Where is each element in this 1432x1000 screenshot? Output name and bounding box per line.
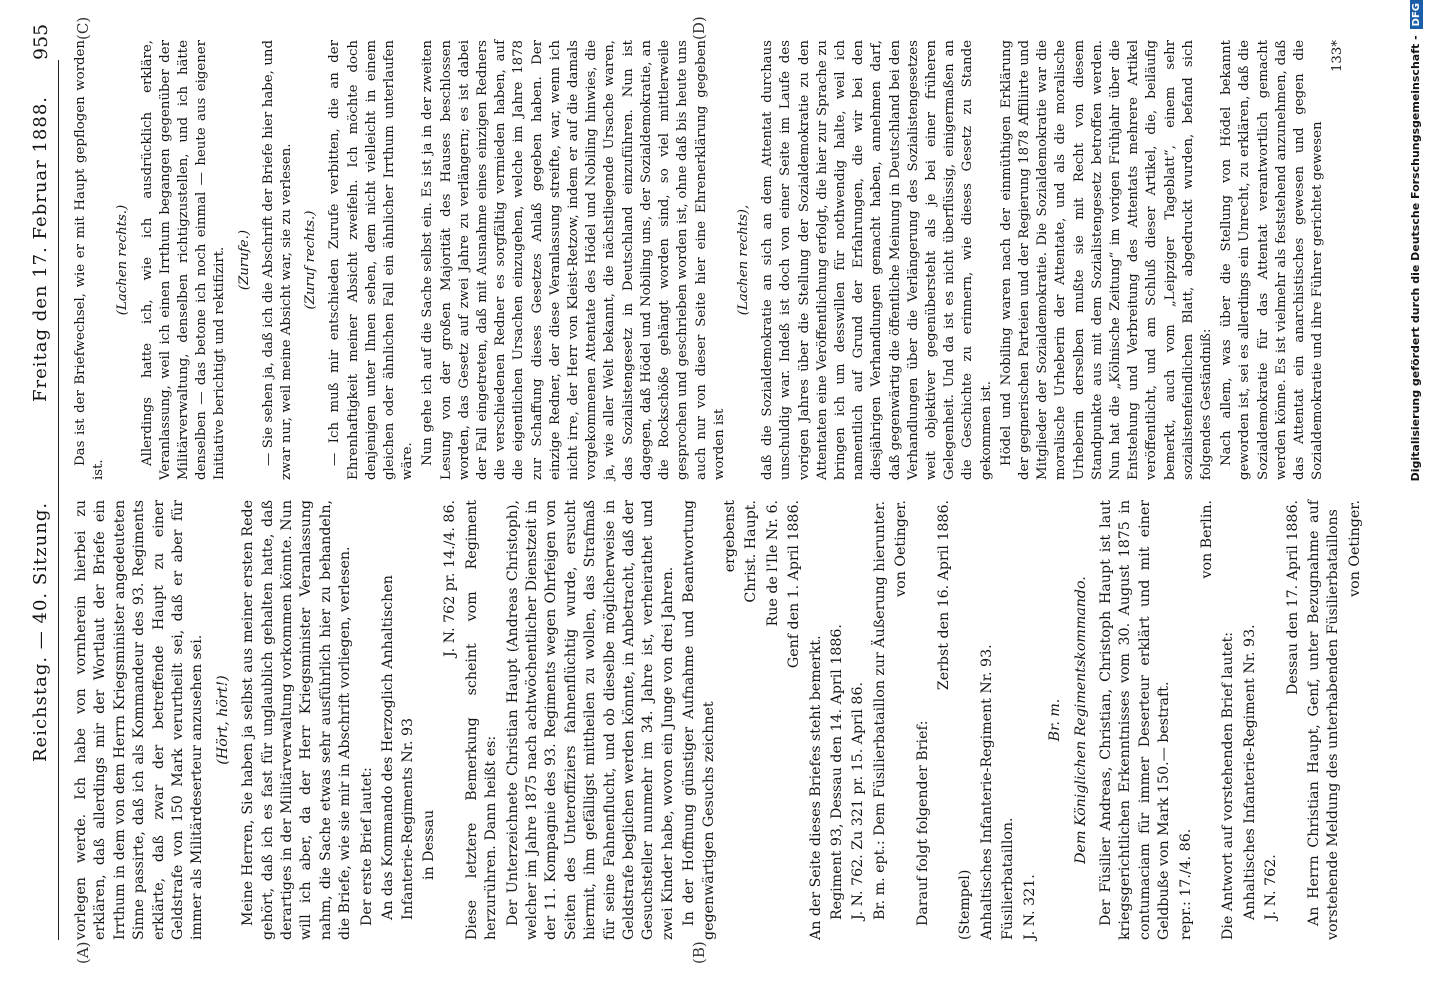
paragraph: Allerdings hatte ich, wie ich ausdrücklich erkläre, Veranlassung, weil ich einen Irrthum begangen gegenüber der Militärverwaltung, denselben richtigzustellen, und ich hätte denselben — das betone ich noch einmal — heute aus eigener Initiative berichtigt und rektifizirt. — [139, 40, 228, 480]
paragraph: Br. m. — [1047, 698, 1064, 742]
paragraph: repr.: 17./4. 86. — [1177, 828, 1194, 940]
paragraph: (Zuruf rechts.) — [303, 210, 319, 310]
paragraph: 133* — [1330, 40, 1346, 73]
header-session: Reichstag. — 40. Sitzung. — [30, 501, 51, 762]
digitization-credit — [1400, 0, 1432, 1000]
paragraph: Das ist der Briefwechsel, wie er mit Haupt gepflogen worden ist. — [73, 40, 107, 480]
right-text-column — [72, 40, 1350, 480]
paragraph: Diese letztere Bemerkung scheint vom Regiment herzurühren. Dann heißt es: — [463, 500, 500, 940]
paragraph: Rue de l'Ile Nr. 6. — [764, 500, 781, 627]
paragraph: Der Füsilier Andreas, Christian, Christoph Haupt ist laut kriegsgerichtlichen Erkenntnisses vom 30. August 1875 in contumaciam für immer Deserteur erklärt und mit einer Geldbuße von Mark 150.— bestraft. — [1097, 500, 1173, 940]
page-number: 955 — [30, 23, 52, 60]
paragraph: (Zurufe.) — [236, 229, 252, 291]
left-text-column — [72, 500, 1367, 940]
paragraph: An der Seite dieses Briefes steht bemerkt. — [807, 635, 824, 940]
paragraph: daß die Sozialdemokratie an sich an dem Attentat durchaus unschuldig war. Indeß ist doch von einer Seite im Laufe des vorigen Jahres über die Stellung der Sozialdemokratie zu den Attentaten eine Veröffentlichung erfolgt, die hier zur Sprache zu bringen ich um desswillen für nothwendig halte, weil ich namentlich auf Grund der Erfahrungen, die wir bei den diesjährigen Verhandlungen gemacht haben, annehmen darf, daß gegenwärtig die öffentliche Meinung in Deutschland bei den Verhandlungen über die Verlängerung des Sozialistengesetzes weit objektiver gegenübersteht als je bei einer früheren Gelegenheit. Und da ist es nicht überflüssig, einigermaßen an die Geschichte zu erinnern, wie dieses Gesetz zu Stande gekommen ist. — [760, 40, 994, 480]
paragraph: (Lachen rechts), — [735, 204, 751, 316]
paragraph: In der Hoffnung günstiger Aufnahme und Beantwortung gegenwärtigen Gesuchs zeichnet — [681, 500, 717, 940]
margin-mark-d: (D) — [690, 16, 708, 40]
header-rule — [58, 60, 59, 940]
paragraph: J. N. 321. — [1021, 874, 1038, 940]
paragraph: Regiment 93, Dessau den 14. April 1886. — [829, 624, 846, 920]
paragraph: Meine Herren, Sie haben ja selbst aus meiner ersten Rede gehört, daß ich es fast für unglaublich gehalten hatte, daß derartiges in der Militärverwaltung vorkommen könnte. Nun will ich aber, da der Herr Kriegsminister Veranlassung nahm, die Sache etwas sehr ausführlich hier zu behandeln, die Briefe, wie sie mir in Abschrift vorliegen, verlesen. — [240, 500, 354, 940]
paragraph: Nun gehe ich auf die Sache selbst ein. Es ist ja in der zweiten Lesung von der großen Majorität des Hauses beschlossen worden, das Gesetz auf zwei Jahre zu verlängern; es ist dabei der Fall eingetreten, daß mit Ausnahme eines einzigen Redners die verschiedenen Redner es sorgfältig vermieden haben, auf die eigentlichen Ursachen einzugehen, welche im Jahre 1878 zur Schaffung dieses Gesetzes Anlaß gegeben haben. Der einzige Redner, der diese Veranlassung streifte, war, wenn ich nicht irre, der Herr von Kleist-Retzow, indem er auf die damals vorgekommenen Attentate des Hödel und Nobiling hinwies, die ja, wie aller Welt bekannt, die nächstliegende Ursache waren, das Sozialistengesetz in Deutschland einzuführen. Nun ist dagegen, daß Hödel und Nobiling uns, der Sozialdemokratie, an die Rockschöße gehängt worden sind, so viel mittlerweile gesprochen und geschrieben worden ist, ohne daß bis heute uns auch nur von dieser Seite hier eine Ehrenerklärung gegeben worden ist — [420, 40, 727, 480]
paragraph: Dem Königlichen Regimentskommando. — [1072, 576, 1089, 864]
paragraph: (Stempel) — [957, 869, 974, 940]
paragraph: J. N. 762. — [1263, 854, 1280, 920]
paragraph: Zerbst den 16. April 1886. — [936, 500, 953, 691]
paragraph: Darauf folgt folgender Brief: — [914, 720, 931, 926]
paragraph: Der erste Brief lautet: — [358, 767, 375, 926]
paragraph: in Dessau — [420, 809, 437, 880]
paragraph: von Oetinger. — [1346, 500, 1363, 597]
paragraph: Die Antwort auf vorstehenden Brief lautet: — [1220, 631, 1237, 940]
paragraph: — Ich muß mir entschieden Zurufe verbitten, die an der Ehrenhaftigkeit meiner Absicht zweifeln. Ich möchte doch denjenigen unter Ihnen sehen, dem nicht vielleicht in einem gleichen oder ähnlichen Fall ein ähnlicher Irrthum unterlaufen wäre. — [327, 40, 416, 480]
paragraph: Dessau den 17. April 1886. — [1284, 500, 1301, 695]
paragraph: An Herrn Christian Haupt, Genf, unter Bezugnahme auf vorstehende Meldung des unterhabenden Füsilierbataillons — [1305, 500, 1342, 940]
paragraph: von Oetinger. — [893, 500, 910, 597]
paragraph: Christ. Haupt. — [743, 500, 760, 603]
margin-mark-a: (A) — [74, 941, 92, 964]
paragraph: vorlegen werde. Ich habe von vornherein hierbei zu erklären, daß allerdings mir der Wortlaut der Briefe ein Irrthum in dem von dem Herrn Kriegsminister angedeuteten Sinne passirte, daß ich als Kommandeur des 93. Regiments erklärte, daß zwar der betreffende Haupt zu einer Geldstrafe von 150 Mark verurtheilt sei, daß er aber für immer als Militärdeserteur anzusehen sei. — [73, 500, 206, 940]
credit-text: Digitalisierung gefördert durch die Deutsche Forschungsgemeinschaft - — [1409, 35, 1422, 482]
paragraph: (Lachen rechts.) — [115, 204, 131, 316]
running-header — [0, 0, 64, 1000]
paragraph: Der Unterzeichnete Christian Haupt (Andreas Christoph), welcher im Jahre 1875 nach achtwöchentlicher Dienstzeit in der 11. Kompagnie des 93. Regiments wegen Ohrfeigen von Seiten des Unteroffiziers fahnenflüchtig wurde, ersucht hiermit, ihm gefälligst mittheilen zu wollen, das Strafmaß für seine Fahnenflucht, und ob dieselbe möglicherweise in Geldstrafe beglichen werden könnte, in Anbetracht, daß der Gesuchsteller nunmehr im 34. Jahre ist, verheirathet und zwei Kinder habe, wovon ein Junge von drei Jahren. — [504, 500, 676, 940]
paragraph: Anhaltisches Infanterie-Regiment Nr. 93. — [1241, 624, 1258, 920]
paragraph: ergebenst — [722, 500, 738, 573]
paragraph: von Berlin. — [1198, 500, 1215, 579]
paragraph: Genf den 1. April 1886. — [786, 500, 803, 669]
paragraph: Hödel und Nobiling waren nach der einmüthigen Erklärung der gegnerischen Parteien und der Regierung 1878 Affiliirte und Mitglieder der Sozialdemokratie. Die Sozialdemokratie war die moralische Urheberin der Attentate, und als die moralische Urheberin derselben mußte sie mit Recht von diesem Standpunkte aus mit dem Sozialistengesetz betroffen werden. Nun hat die „Kölnische Zeitung“ im vorigen Frühjahr über die Entstehung und Verbreitung des Attentats mehrere Artikel veröffentlicht, und am Schluß dieser Artikel, die, beiläufig bemerkt, auch vom „Leipziger Tageblatt“, einem sehr sozialistenfeindlichen Blatt, abgedruckt wurden, befand sich folgendes Geständniß: — [998, 40, 1214, 480]
paragraph: J. N. 762. Zu 321 pr. 15. April 86. — [850, 682, 867, 920]
dfg-logo: DFG — [1410, 0, 1423, 29]
header-date: Freitag den 17. Februar 1888. — [30, 95, 51, 402]
margin-mark-b: (B) — [690, 941, 708, 964]
paragraph: (Hört, hört!) — [214, 675, 231, 765]
paragraph: Anhaltisches Infanterie-Regiment Nr. 93. — [978, 644, 995, 940]
paragraph: Nach allem, was über die Stellung von Hödel bekannt geworden ist, sei es allerdings ein Unrecht, zu erklären, daß die Sozialdemokratie für das Attentat verantwortlich gemacht werden könne. Es ist vielmehr als feststehend anzunehmen, daß das Attentat ein anarchistisches gewesen und gegen die Sozialdemokratie und ihre Führer gerichtet gewesen — [1219, 40, 1326, 480]
paragraph: An das Kommando des Herzoglich Anhaltischen Infanterie-Regiments Nr. 93 — [380, 575, 416, 920]
paragraph: Br. m. ept.: Dem Füsilierbataillon zur Äußerung hierunter. — [871, 500, 888, 920]
paragraph: J. N. 762 pr. 14./4. 86. — [442, 500, 459, 657]
paragraph: — Sie sehen ja, daß ich die Abschrift der Briefe hier habe, und zwar nur, weil meine Absicht war, sie zu verlesen. — [260, 40, 295, 480]
margin-mark-c: (C) — [74, 16, 92, 40]
paragraph: Füsilierbataillon. — [1000, 817, 1017, 940]
